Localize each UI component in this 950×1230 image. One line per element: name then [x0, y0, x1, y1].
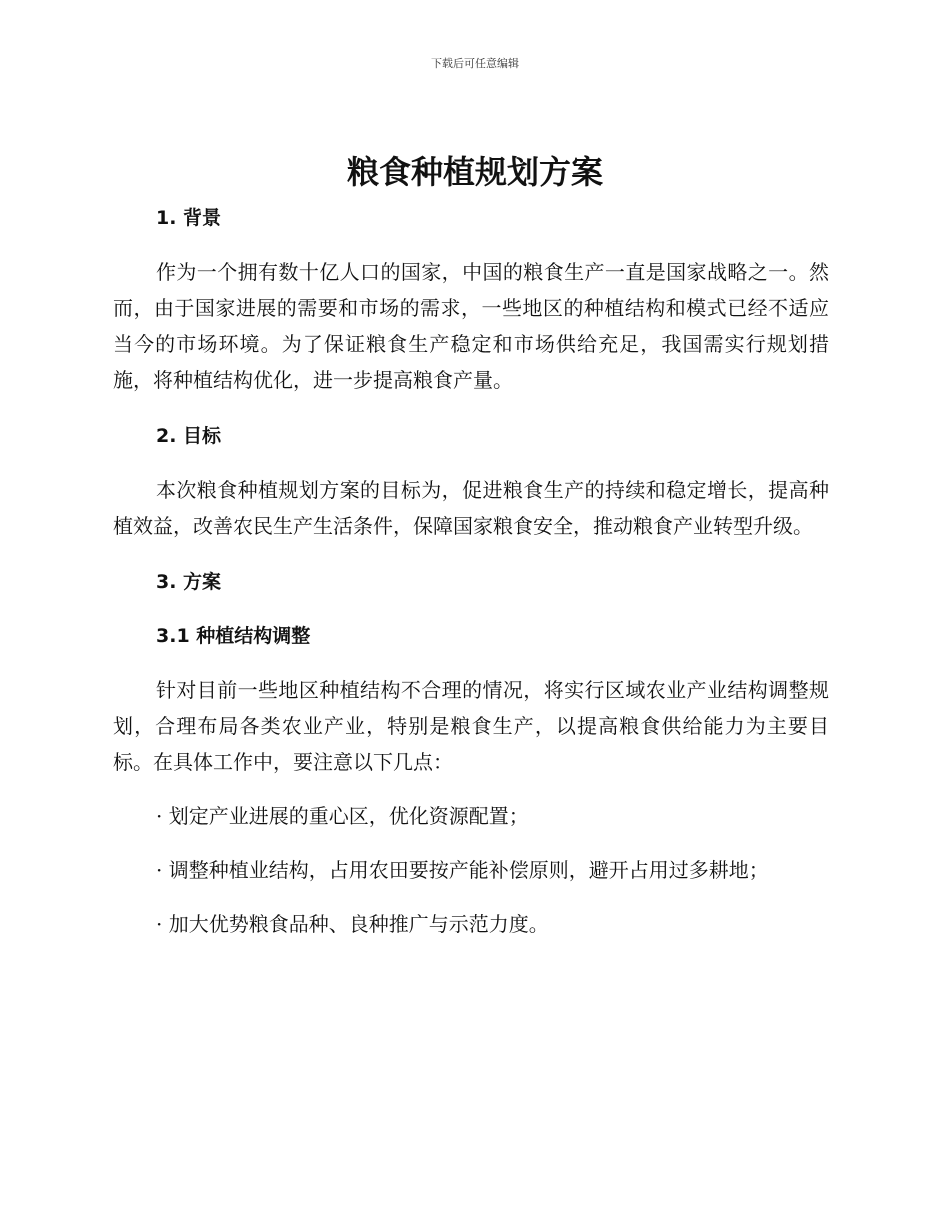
section-paragraph-background: 作为一个拥有数十亿人口的国家，中国的粮食生产一直是国家战略之一。然而，由于国家进展的需要和市场的需求，一些地区的种植结构和模式已经不适应当今的市场环境。为了保证粮食生产稳定和市场供给充足，我国需实行规划措施，将种植结构优化，进一步提高粮食产量。: [113, 260, 829, 392]
header-note: 下载后可任意编辑: [431, 57, 519, 70]
section-paragraph-goal: 本次粮食种植规划方案的目标为，促进粮食生产的持续和稳定增长，提高种植效益，改善农民生产生活条件，保障国家粮食安全，推动粮食产业转型升级。: [113, 478, 829, 538]
section-heading-background: 1. 背景: [156, 207, 222, 229]
list-item: · 调整种植业结构，占用农田要按产能补偿原则，避开占用过多耕地；: [156, 858, 769, 882]
subsection-paragraph-structure: 针对目前一些地区种植结构不合理的情况，将实行区域农业产业结构调整规划，合理布局各类农业产业，特别是粮食生产，以提高粮食供给能力为主要目标。在具体工作中，要注意以下几点：: [113, 678, 829, 774]
section-heading-goal: 2. 目标: [156, 425, 222, 447]
section-heading-plan: 3. 方案: [156, 571, 222, 593]
document-body: [113, 202, 829, 942]
subsection-heading-structure: 3.1 种植结构调整: [156, 625, 311, 647]
list-item: · 加大优势粮食品种、良种推广与示范力度。: [156, 912, 549, 936]
list-item: · 划定产业进展的重心区，优化资源配置；: [156, 804, 529, 828]
document-title: 粮食种植规划方案: [346, 153, 603, 191]
